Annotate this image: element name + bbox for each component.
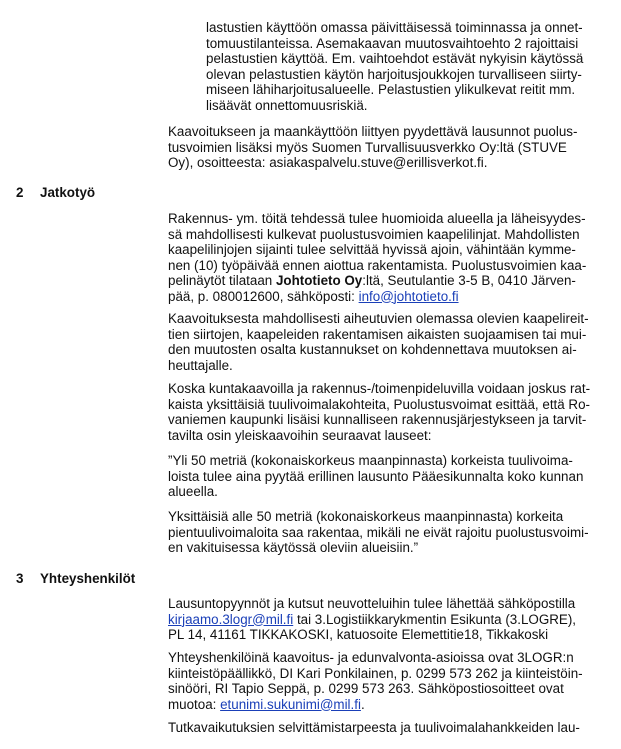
paragraph-lausunto	[168, 596, 576, 643]
paragraph-kustannukset	[168, 311, 589, 373]
text-line: Rakennus- ym. töitä tehdessä tulee huomioida alueella ja läheisyydes-	[168, 211, 586, 226]
text-line: en vakituisessa käytössä oleviin alueisiin.”	[168, 540, 419, 555]
text-line: kiinteistöpäällikkö, DI Kari Ponkilainen, p. 0299 573 262 ja kiinteistöin-	[168, 665, 583, 681]
text-line: pelastustien käyttöä. Em. vaihtoehdot estävät nykyisin käytössä	[206, 51, 584, 66]
text-line: vaniemen kaupunki lisäisi kunnalliseen rakennusjärjestykseen ja tarvit-	[168, 412, 587, 427]
text-line: PL 14, 41161 TIKKAKOSKI, katuosoite Elemettitie18, Tikkakoski	[168, 627, 549, 642]
text-line: Tutkavaikutuksien selvittämistarpeesta ja tuulivoimalahankkeiden lau-	[168, 720, 580, 735]
text-line: ”Yli 50 metriä (kokonaiskorkeus maanpinnasta) korkeista tuulivoima-	[168, 453, 573, 468]
section-number: 2	[16, 185, 24, 200]
text-fragment: :ltä, Seutulantie 3-5 B, 0410 Järven-	[362, 273, 576, 288]
text-line: heuttajalle.	[168, 357, 233, 373]
text-line	[168, 273, 586, 289]
text-line: Lausuntopyynnöt ja kutsut neuvotteluihin tulee lähettää sähköpostilla	[168, 596, 576, 611]
text-line: lisäävät onnettomuusriskiä.	[206, 97, 368, 113]
paragraph-yhteyshenkilot	[168, 650, 583, 712]
text-fragment: pelinäytöt tilataan	[168, 273, 276, 288]
paragraph-rakennus	[168, 211, 586, 304]
text-fragment: muotoa:	[168, 696, 221, 712]
text-line: den muutosten osalta kustannukset on kohdennettava muutoksen ai-	[168, 342, 577, 357]
paragraph-quote-2	[168, 509, 589, 556]
paragraph-kuntakaava	[168, 381, 590, 443]
text-line: lastustien käyttöön omassa päivittäisessä toiminnassa ja onnet-	[206, 20, 583, 35]
paragraph-tutkavaikutukset	[168, 720, 580, 736]
section-number: 3	[16, 571, 24, 586]
text-line: nen (10) työpäivää ennen aiottua rakentamista. Puolustusvoimien kaa-	[168, 257, 587, 273]
text-line	[168, 289, 586, 305]
text-line: sä mahdollisesti kulkevat puolustusvoimien kaapelilinjat. Mahdollisten	[168, 226, 580, 242]
section-title: Jatkotyö	[40, 185, 96, 200]
paragraph-quote-1	[168, 453, 583, 500]
text-line: olevan pelastustien käytön harjoitusjoukkojen turvalliseen siirty-	[206, 66, 582, 82]
text-line: pientuulivoimaloita saa rakentaa, mikäli ne eivät rajoitu puolustusvoimi-	[168, 524, 589, 540]
text-fragment: tai 3.Logistiikkarykmentin Esikunta (3.LOGRE),	[293, 611, 577, 627]
email-link-johtotieto[interactable]: info@johtotieto.fi	[358, 288, 459, 304]
paragraph-kaavoitus	[168, 124, 577, 171]
text-line: tomuustilanteissa. Asemakaavan muutosvaihtoehto 2 rajoittaisi	[206, 35, 579, 51]
section-heading-3	[16, 571, 216, 587]
text-line: Kaavoituksesta mahdollisesti aiheutuvien olemassa olevien kaapelireit-	[168, 311, 589, 326]
section-title: Yhteyshenkilöt	[40, 571, 136, 586]
text-line: kaista yksittäisiä tuulivoimalakohteita, Puolustusvoimat esittää, että Ro-	[168, 396, 591, 412]
text-line	[168, 697, 583, 713]
indented-paragraph	[206, 20, 583, 113]
text-fragment: .	[360, 696, 365, 712]
text-line: kaapelilinjojen sijainti tulee selvittää hyvissä ajoin, vähintään kymme-	[168, 242, 576, 257]
text-line: loista tulee aina pyytää erillinen lausunto Pääesikunnalta koko kunnan	[168, 468, 584, 484]
email-link-kirjaamo[interactable]: kirjaamo.3logr@mil.fi	[168, 611, 294, 627]
text-line: Oy), osoitteesta: asiakaspalvelu.stuve@erillisverkot.fi.	[168, 155, 488, 170]
text-line: tien siirtojen, kaapeleiden rakentamisen aikaisten suojaamisen tai mui-	[168, 326, 587, 342]
text-line: Yhteyshenkilöinä kaavoitus- ja edunvalvonta-asioissa ovat 3LOGR:n	[168, 650, 574, 665]
company-name: Johtotieto Oy	[275, 273, 363, 288]
text-line: Koska kuntakaavoilla ja rakennus-/toimenpideluvilla voidaan joskus rat-	[168, 381, 591, 396]
text-line: miseen lähiharjoitusalueelle. Pelastustien ylikulkevat reitit mm.	[206, 82, 576, 97]
text-line: sinööri, RI Tapio Seppä, p. 0299 573 263. Sähköpostiosoitteet ovat	[168, 681, 564, 696]
text-line: Kaavoitukseen ja maankäyttöön liittyen pyydettävä lausunnot puolus-	[168, 124, 578, 139]
text-line: tusvoimien lisäksi myös Suomen Turvallisuusverkko Oy:ltä (STUVE	[168, 139, 567, 155]
email-format-link[interactable]: etunimi.sukunimi@mil.fi	[220, 696, 361, 712]
text-line: alueella.	[168, 484, 218, 499]
text-line: Yksittäisiä alle 50 metriä (kokonaiskorkeus maanpinnasta) korkeita	[168, 509, 564, 524]
text-line: tavilta osin yleiskaavoihin seuraavat lauseet:	[168, 427, 432, 443]
text-fragment: pää, p. 080012600, sähköposti:	[168, 288, 359, 304]
text-line	[168, 612, 576, 628]
section-heading-2	[16, 185, 216, 201]
